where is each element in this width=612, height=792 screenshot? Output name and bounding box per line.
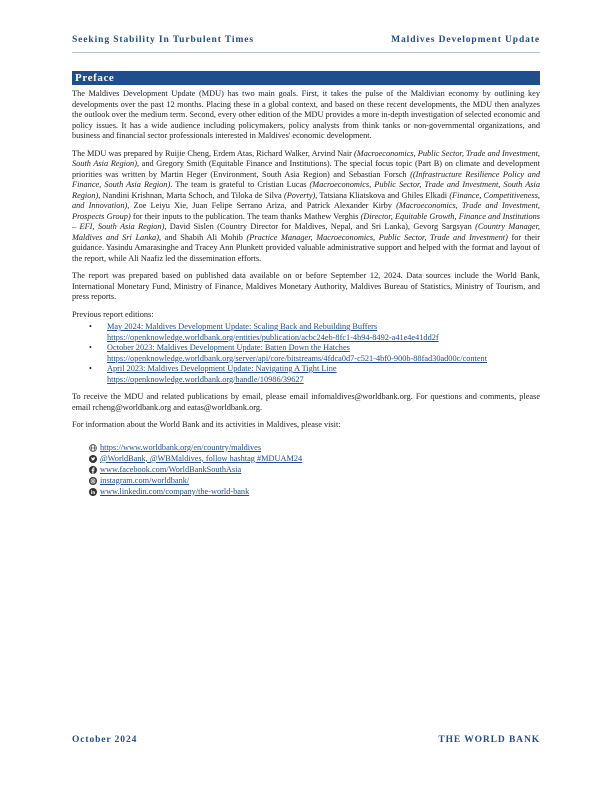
ack-text: for their guidance. Yasindu Amarasinghe and Tracey Ann Plunkett provided valuable administrative support and helped with the format and layout of the report, while Ali Naafiz led the dissemination efforts. (72, 232, 540, 263)
preface-body (72, 89, 540, 498)
linkedin-link[interactable]: www.linkedin.com/company/the-world-bank (100, 486, 250, 496)
header-report-title: Maldives Development Update (391, 35, 540, 45)
ack-affiliation: (Macroeconomics, Public Sector, Trade and Investment, South Asia Region) (72, 148, 540, 168)
edition-title-link[interactable]: May 2024: Maldives Development Update: Scaling Back and Rebuilding Buffers (107, 322, 378, 331)
edition-url-link[interactable]: https://openknowledge.worldbank.org/entities/publication/acbc24eb-8fc1-4b94-8492-a41e4e41dd2f (107, 332, 439, 342)
more-info-paragraph: For information about the World Bank and its activities in Maldives, please visit: (72, 420, 341, 429)
page-header (72, 35, 540, 49)
list-item (89, 443, 540, 454)
edition-title-link[interactable]: April 2023: Maldives Development Update: Navigating A Tight Line (107, 364, 337, 373)
list-item (107, 322, 540, 343)
website-link[interactable]: https://www.worldbank.org/en/country/maldives (100, 442, 262, 452)
previous-editions-label: Previous report editions: (72, 309, 154, 319)
ack-affiliation: (Macroeconomics, Trade and Investment, Prospects Group) (72, 201, 540, 221)
section-title: Preface (75, 72, 115, 84)
contact-paragraph: To receive the MDU and related publications by email, please email infomaldives@worldbank.org. For questions and comments, please email rcheng@worldbank.org and eatas@worldbank.org. (72, 392, 540, 412)
ack-affiliation: (Country Manager, Maldives and Sri Lanka) (72, 222, 540, 242)
ack-text: , Tatsiana Kliatskova and Ghiles Elkadi (315, 190, 450, 200)
edition-title-link[interactable]: October 2023: Maldives Development Update: Batten Down the Hatches (107, 343, 350, 352)
acknowledgements-paragraph (72, 149, 540, 265)
instagram-icon (89, 477, 97, 485)
ack-affiliation: (Practice Manager, Macroeconomics, Public Sector, Trade and Investment) (246, 232, 508, 242)
footer-publisher: THE WORLD BANK (438, 735, 540, 745)
list-item (89, 465, 540, 476)
header-divider (72, 52, 540, 53)
ack-text: , and Gregory Smith (Equitable Finance and Institutions). The special focus topic (Part B) on climate and development priorities was written by Martin Heger (Environment, South Asia Region) and Sebastian Forsch (72, 159, 540, 179)
data-sources-paragraph: The report was prepared based on published data available on or before September 12, 2024. Data sources include the World Bank, International Monetary Fund, Ministry of Finance, Maldives Monetary Authority, Maldives Bureau of Statistics, Ministry of Tourism, and press reports. (72, 271, 540, 301)
linkedin-icon (89, 488, 97, 496)
ack-text: for their inputs to the publication. The team thanks Mathew Verghis (130, 211, 361, 221)
ack-affiliation: ((Infrastructure Resilience Policy and Finance, South Asia Region) (72, 169, 540, 189)
intro-paragraph: The Maldives Development Update (MDU) has two main goals. First, it takes the pulse of the Maldivian economy by outlining key developments over the past 12 months. Placing these in a global context, and based on these recent developments, the MDU then analyzes the outlook over the medium term. Second, every other edition of the MDU provides a more in-depth investigation of selected economic and policy issues. It has a wide audience including policymakers, policy analysts from think tanks or non-governmental organizations, and business and financial sector professionals interested in Maldives' economic development. (72, 89, 540, 140)
ack-text: , Nandini Krishnan, Marta Schoch, and Tiloka de Silva (98, 190, 284, 200)
page-footer (72, 735, 540, 749)
ack-text: The MDU was prepared by Ruijie Cheng, Erdem Atas, Richard Walker, Arvind Nair (72, 148, 355, 158)
list-item (89, 476, 540, 487)
ack-text: , David Sislen (Country Director for Maldives, Nepal, and Sri Lanka), Gevorg Sargsyan (164, 222, 476, 231)
list-item (107, 343, 540, 364)
twitter-link[interactable]: @WorldBank, @WBMaldives, follow hashtag #MDUAM24 (100, 453, 303, 463)
ack-text: , Zoe Leiyu Xie, Juan Felipe Serrano Ariza, and Patrick Alexander Kirby (127, 201, 397, 210)
globe-icon (89, 444, 97, 452)
facebook-link[interactable]: www.facebook.com/WorldBankSouthAsia (100, 464, 242, 474)
ack-affiliation: (Macroeconomics, Public Sector, Trade and Investment, South Asia Region) (72, 180, 540, 200)
list-item (89, 454, 540, 465)
twitter-icon (89, 455, 97, 463)
section-title-bar (72, 71, 540, 85)
header-report-subtitle: Seeking Stability In Turbulent Times (72, 35, 254, 45)
edition-url-link[interactable]: https://openknowledge.worldbank.org/handle/10986/39627 (107, 374, 304, 384)
edition-url-link[interactable]: https://openknowledge.worldbank.org/server/api/core/bitstreams/4fdca0d7-c521-4bf0-900b-88fad30ad00c/content (107, 353, 488, 363)
ack-text: . The team is grateful to Cristian Lucas (170, 180, 310, 189)
instagram-link[interactable]: instagram.com/worldbank/ (100, 475, 190, 485)
ack-affiliation: (Finance, Competitiveness, and Innovation) (72, 190, 541, 210)
ack-text: , and Shabih Ali Mohib (158, 232, 247, 242)
footer-date: October 2024 (72, 735, 138, 745)
list-item (107, 364, 540, 385)
social-links-list (72, 443, 540, 498)
ack-affiliation: (Director, Equitable Growth, Finance and Institutions – EFI, South Asia Region) (72, 211, 540, 231)
list-item (89, 487, 540, 498)
facebook-icon (89, 466, 97, 474)
previous-editions-list (72, 322, 540, 385)
ack-affiliation: (Poverty) (283, 190, 316, 200)
